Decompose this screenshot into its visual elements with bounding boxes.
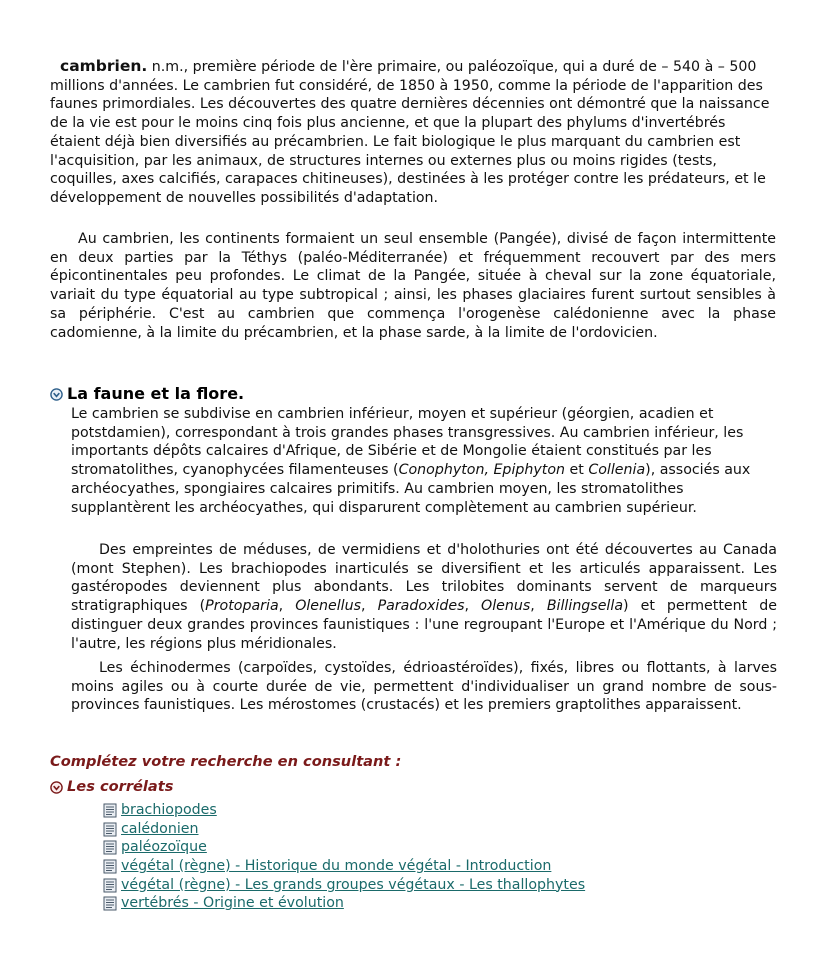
text-run: ,: [464, 598, 482, 615]
list-item: [103, 838, 585, 857]
link-brachiopodes[interactable]: brachiopodes: [121, 802, 217, 818]
section-heading: [50, 385, 244, 404]
list-item: [103, 820, 585, 839]
research-prompt: Complétez votre recherche en consultant :: [50, 753, 402, 770]
intro-paragraph: [50, 57, 776, 208]
definition-text: n.m., première période de l'ère primaire, ou paléozoïque, qui a duré de – 540 à – 500 millions d'années. Le cambrien fut considéré, de 1850 à 1950, comme la période de l'apparition des faunes primordiales. Les découvertes des quatre dernières décennies ont démontré que la naissance de la vie est pour le moins cinq fois plus ancienne, et que la plupart des phylums d'invertébrés étaient déjà bien diversifiés au précambrien. Le fait biologique le plus marquant du cambrien est l'acquisition, par les animaux, de structures internes ou externes plus ou moins rigides (tests, coquilles, axes calcifiés, carapaces chitineuses), destinées à les protéger contre les prédateurs, et le développement de nouvelles possibilités d'adaptation.: [50, 59, 770, 206]
text-run: ), associés aux archéocyathes, spongiaires calcaires primitifs. Au cambrien moyen, les stromatolithes supplantèrent les archéocyathes, qui disparurent complètement au cambrien supérieur.: [71, 462, 751, 516]
text-run: Le cambrien se subdivise en cambrien inférieur, moyen et supérieur (géorgien, acadien et potstdamien), correspondant à trois grandes phases transgressives. Au cambrien inférieur, les importants dépôts calcaires d'Afrique, de Sibérie et de Mongolie étaient constitués par les stromatolithes, cyanophycées filamenteuses (: [71, 406, 744, 479]
section-toggle-icon[interactable]: [50, 388, 63, 401]
entry-term: cambrien.: [60, 57, 148, 75]
paragraph-text: Au cambrien, les continents formaient un seul ensemble (Pangée), divisé de façon intermittente en deux parties par la Téthys (paléo-Méditerranée) et fréquemment recouvert par des mers épicontinentales peu profondes. Le climat de la Pangée, située à cheval sur la zone équatoriale, variait du type équatorial au type subtropical ; ainsi, les phases glaciaires furent surtout sensibles à sa périphérie. C'est au cambrien que commença l'orogenèse calédonienne avec la phase cadomienne, à la limite du précambrien, et la phase sarde, à la limite de l'ordovicien.: [50, 231, 776, 341]
link-caledonien[interactable]: calédonien: [121, 820, 199, 837]
genus-name: Billingsella: [546, 598, 624, 615]
paragraph-text: Les échinodermes (carpoïdes, cystoïdes, édrioastéroïdes), fixés, libres ou flottants, à larves moins agiles ou à courte durée de vie, permettent d'individualiser un grand nombre de sous-provinces faunistiques. Les mérostomes (crustacés) et les premiers graptolithes apparaissent.: [71, 660, 777, 714]
definition-paragraph: [50, 57, 776, 208]
list-item: [103, 894, 585, 913]
link-paleozoique[interactable]: paléozoïque: [121, 839, 207, 856]
document-icon: [103, 896, 117, 911]
section-heading-text: La faune et la flore.: [67, 384, 245, 403]
document-icon: [103, 822, 117, 837]
document-icon: [103, 803, 117, 818]
document-icon: [103, 840, 117, 855]
link-vertebres[interactable]: vertébrés - Origine et évolution: [121, 895, 344, 912]
text-run: et: [565, 462, 589, 479]
geology-paragraph: [50, 230, 776, 342]
fauna-paragraph-1: [71, 405, 777, 517]
genus-name: Conophyton, Epiphyton: [398, 462, 566, 479]
fauna-paragraph-3: [71, 659, 777, 715]
correlats-toggle-icon[interactable]: [50, 781, 63, 794]
list-item: [103, 876, 585, 895]
document-icon: [103, 878, 117, 893]
text-run: ,: [530, 598, 547, 615]
list-item: [103, 801, 585, 820]
correlats-heading: [50, 778, 173, 797]
list-item: [103, 857, 585, 876]
correlats-title: Les corrélats: [67, 778, 174, 795]
genus-name: Protoparia: [205, 598, 279, 615]
text-run: ,: [278, 598, 296, 615]
text-run: Des empreintes de méduses, de vermidiens et d'holothuries ont été découvertes au Canada (mont Stephen). Les brachiopodes inarticulés se diversifient et les articulés apparaissent. Les gastéropodes deviennent plus abondants. Les trilobites dominants servent de marqueurs stratigraphiques (: [71, 542, 777, 615]
link-vegetal-historique[interactable]: végétal (règne) - Historique du monde végétal - Introduction: [121, 858, 552, 875]
genus-name: Paradoxides: [377, 598, 465, 615]
genus-name: Collenia: [588, 462, 646, 479]
fauna-paragraph-2: [71, 541, 777, 653]
paragraph-text: [71, 541, 777, 653]
link-vegetal-thallophytes[interactable]: végétal (règne) - Les grands groupes végétaux - Les thallophytes: [121, 876, 586, 893]
paragraph-text: [71, 405, 777, 517]
correlats-list: [103, 801, 585, 913]
genus-name: Olenus: [481, 598, 531, 615]
text-run: ,: [361, 598, 378, 615]
document-icon: [103, 859, 117, 874]
genus-name: Olenellus: [295, 598, 362, 615]
text-run: ) et permettent de distinguer deux grandes provinces faunistiques : l'une regroupant l'Europe et l'Amérique du Nord ; l'autre, les régions plus méridionales.: [71, 598, 777, 652]
